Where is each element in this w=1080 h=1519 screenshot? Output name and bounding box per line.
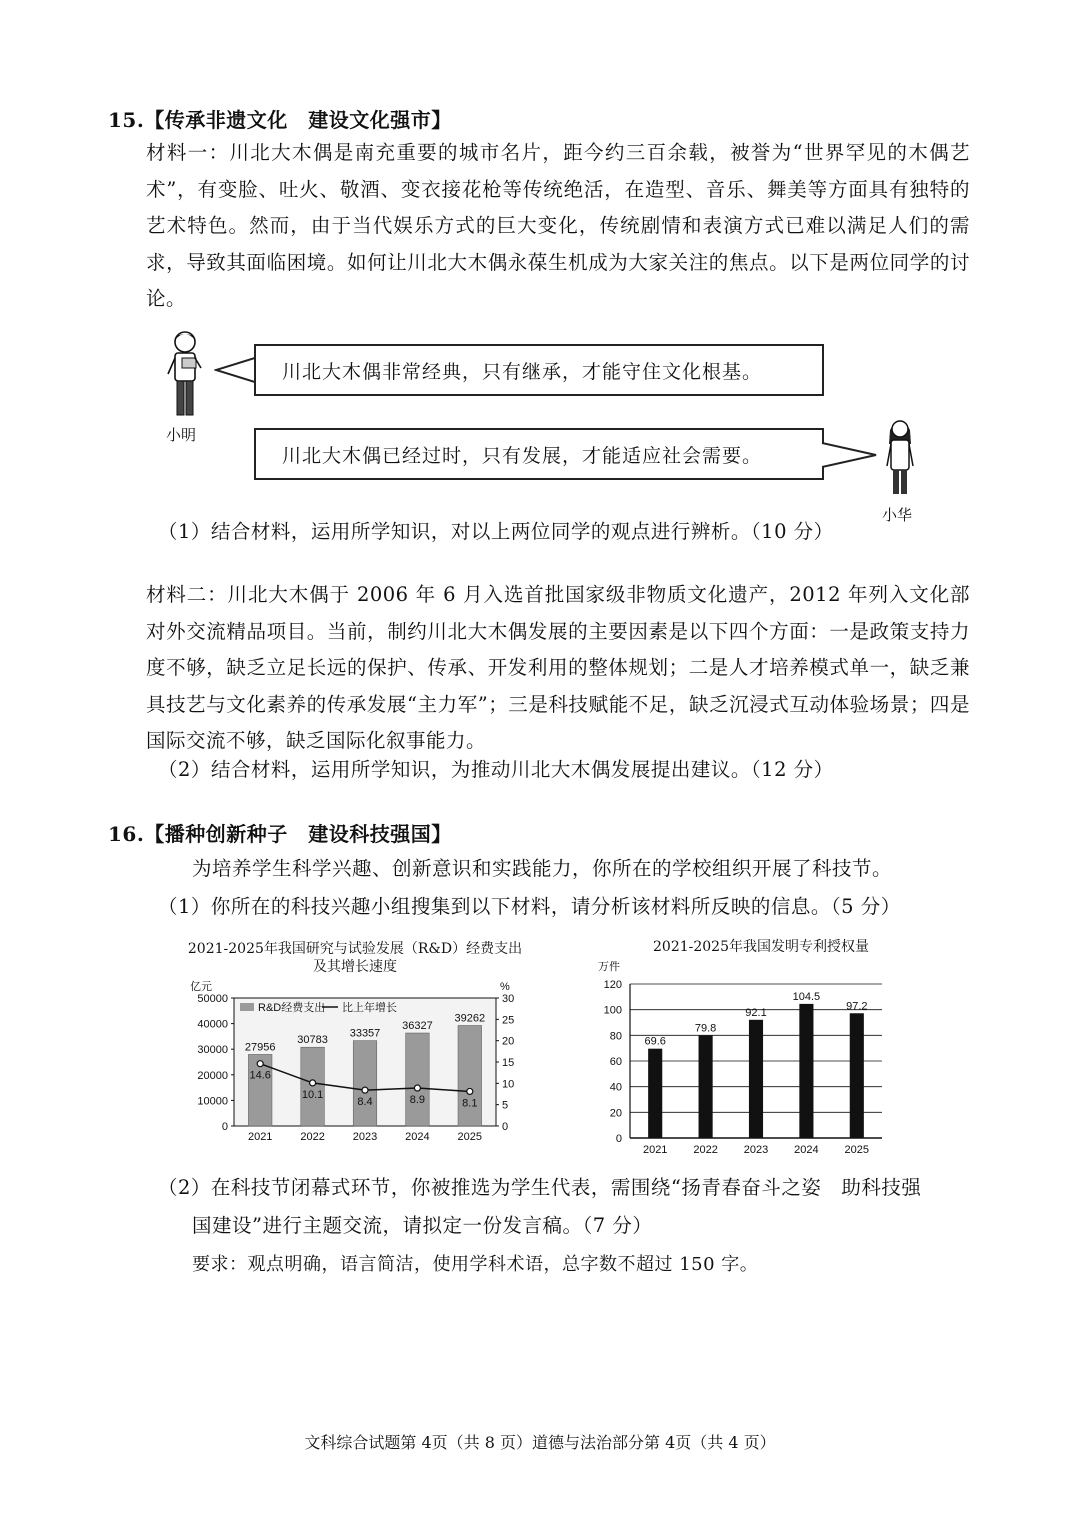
y2-tick-label: 25 <box>502 1014 515 1027</box>
left-axis-unit: 亿元 <box>190 981 212 993</box>
chart2-title: 2021-2025年我国发明专利授权量 <box>653 939 869 955</box>
x-tick-label: 2025 <box>457 1131 483 1143</box>
y-tick-label: 60 <box>609 1056 622 1068</box>
xiaoming-figure <box>160 328 210 420</box>
y-axis-unit: 万件 <box>598 961 620 973</box>
bubble-pointer-1 <box>214 355 258 385</box>
q16-subquestion-1: （1）你所在的科技兴趣小组搜集到以下材料，请分析该材料所反映的信息。（5 分） <box>158 895 901 918</box>
patent-bar <box>699 1036 713 1138</box>
patent-bar-value-label: 79.8 <box>694 1022 717 1035</box>
legend-line-label: 比上年增长 <box>342 1002 397 1014</box>
xiaohua-name: 小华 <box>882 506 913 524</box>
rd-bar <box>353 1041 377 1126</box>
legend-bar-label: R&D经费支出 <box>258 1002 326 1014</box>
q16-requirement: 要求：观点明确，语言简洁，使用学科术语，总字数不超过 150 字。 <box>192 1254 759 1275</box>
y2-tick-label: 0 <box>502 1121 509 1133</box>
patent-bar-value-label: 92.1 <box>745 1006 767 1019</box>
growth-value-label: 8.9 <box>409 1094 426 1107</box>
q15-material2: 材料二：川北大木偶于 2006 年 6 月入选首批国家级非物质文化遗产，2012 年列入文化部对外交流精品项目。当前，制约川北大木偶发展的主要因素是以下四个方面：一是政策支持力度不够，缺乏立足长远的保护、传承、开发利用的整体规划；二是人才培养模式单一，缺乏兼具技艺与文化素养的传承发展“主力军”；三是科技赋能不足，缺乏沉浸式互动体验场景；四是国际交流不够，缺乏国际化叙事能力。 <box>146 583 970 752</box>
bubble-pointer-2 <box>822 440 878 470</box>
growth-point <box>467 1088 473 1094</box>
patent-bar-value-label: 97.2 <box>846 1000 868 1013</box>
q16-intro: 为培养学生科学兴趣、创新意识和实践能力，你所在的学校组织开展了科技节。 <box>192 857 893 880</box>
girl-illustration <box>880 414 920 498</box>
x-tick-label: 2025 <box>844 1144 870 1156</box>
growth-point <box>310 1080 316 1086</box>
right-axis-unit: % <box>500 981 510 993</box>
q16-subquestion-2-line1: （2）在科技节闭幕式环节，你被推选为学生代表，需围绕“扬青春奋斗之姿 助科技强 <box>158 1176 922 1199</box>
patent-bar <box>749 1020 763 1138</box>
x-tick-label: 2022 <box>693 1144 718 1156</box>
rd-bar <box>406 1033 430 1126</box>
x-tick-label: 2023 <box>743 1144 769 1156</box>
xiaohua-speech-bubble: 川北大木偶已经过时，只有发展，才能适应社会需要。 <box>254 428 824 480</box>
y-tick-label: 80 <box>609 1030 622 1043</box>
y-tick-label: 0 <box>221 1121 228 1133</box>
rd-bar <box>458 1025 482 1126</box>
x-tick-label: 2024 <box>794 1144 819 1156</box>
growth-value-label: 8.1 <box>462 1097 478 1110</box>
patent-bar-value-label: 104.5 <box>792 990 821 1003</box>
patent-bar <box>799 1004 813 1138</box>
q15-heading: 15.【传承非遗文化 建设文化强市】 <box>108 108 452 132</box>
chart1-subtitle: 及其增长速度 <box>313 959 397 975</box>
growth-point <box>414 1085 420 1091</box>
y-tick-label: 10000 <box>197 1095 228 1108</box>
boy-illustration <box>160 328 210 420</box>
xiaoming-name: 小明 <box>166 426 197 444</box>
y-tick-label: 20000 <box>197 1069 228 1082</box>
rd-bar-value-label: 39262 <box>454 1012 486 1025</box>
growth-value-label: 14.6 <box>249 1069 271 1082</box>
q16-subquestion-2-line2: 国建设”进行主题交流，请拟定一份发言稿。（7 分） <box>192 1214 653 1237</box>
y-tick-label: 120 <box>603 979 622 991</box>
q15-subquestion-1: （1）结合材料，运用所学知识，对以上两位同学的观点进行辨析。（10 分） <box>158 520 834 543</box>
y-tick-label: 100 <box>603 1004 622 1017</box>
y2-tick-label: 20 <box>502 1035 515 1048</box>
growth-value-label: 8.4 <box>357 1096 373 1109</box>
x-tick-label: 2022 <box>300 1131 325 1143</box>
rd-expenditure-chart <box>160 976 540 1148</box>
rd-bar-value-label: 36327 <box>402 1020 433 1033</box>
rd-bar-value-label: 33357 <box>349 1027 381 1040</box>
page-footer: 文科综合试题第 4页（共 8 页）道德与法治部分第 4页（共 4 页） <box>304 1433 776 1452</box>
y-tick-label: 40000 <box>197 1018 228 1031</box>
chart1-title: 2021-2025年我国研究与试验发展（R&D）经费支出 <box>187 941 523 957</box>
x-tick-label: 2021 <box>247 1131 273 1143</box>
legend-bar-swatch <box>240 1003 254 1011</box>
x-tick-label: 2023 <box>352 1131 378 1143</box>
rd-bar-value-label: 27956 <box>244 1041 276 1054</box>
patent-bar-value-label: 69.6 <box>644 1035 666 1048</box>
q16-heading: 16.【播种创新种子 建设科技强国】 <box>108 822 452 846</box>
y-tick-label: 0 <box>615 1133 622 1145</box>
rd-bar <box>301 1047 325 1126</box>
xiaohua-figure <box>880 414 920 498</box>
y-tick-label: 20 <box>609 1107 622 1120</box>
y2-tick-label: 5 <box>502 1099 509 1112</box>
x-tick-label: 2021 <box>642 1144 668 1156</box>
x-tick-label: 2024 <box>405 1131 430 1143</box>
growth-point <box>257 1061 263 1067</box>
patent-bar <box>648 1049 662 1138</box>
xiaoming-speech-bubble: 川北大木偶非常经典，只有继承，才能守住文化根基。 <box>254 344 824 396</box>
growth-point <box>362 1087 368 1093</box>
y-tick-label: 40 <box>609 1081 622 1094</box>
q15-subquestion-2: （2）结合材料，运用所学知识，为推动川北大木偶发展提出建议。（12 分） <box>158 758 834 781</box>
y2-tick-label: 15 <box>502 1057 515 1069</box>
y2-tick-label: 10 <box>502 1078 515 1091</box>
growth-value-label: 10.1 <box>301 1088 324 1101</box>
patent-grants-chart <box>586 956 896 1156</box>
y-tick-label: 30000 <box>197 1044 228 1057</box>
y2-tick-label: 30 <box>502 993 515 1005</box>
rd-bar-value-label: 30783 <box>297 1034 328 1047</box>
patent-bar <box>850 1013 864 1138</box>
q15-material1: 材料一：川北大木偶是南充重要的城市名片，距今约三百余载，被誉为“世界罕见的木偶艺术”，有变脸、吐火、敬酒、变衣接花枪等传统绝活，在造型、音乐、舞美等方面具有独特的艺术特色。然而，由于当代娱乐方式的巨大变化，传统剧情和表演方式已难以满足人们的需求，导致其面临困境。如何让川北大木偶永葆生机成为大家关注的焦点。以下是两位同学的讨论。 <box>146 141 970 310</box>
y-tick-label: 50000 <box>197 993 228 1005</box>
